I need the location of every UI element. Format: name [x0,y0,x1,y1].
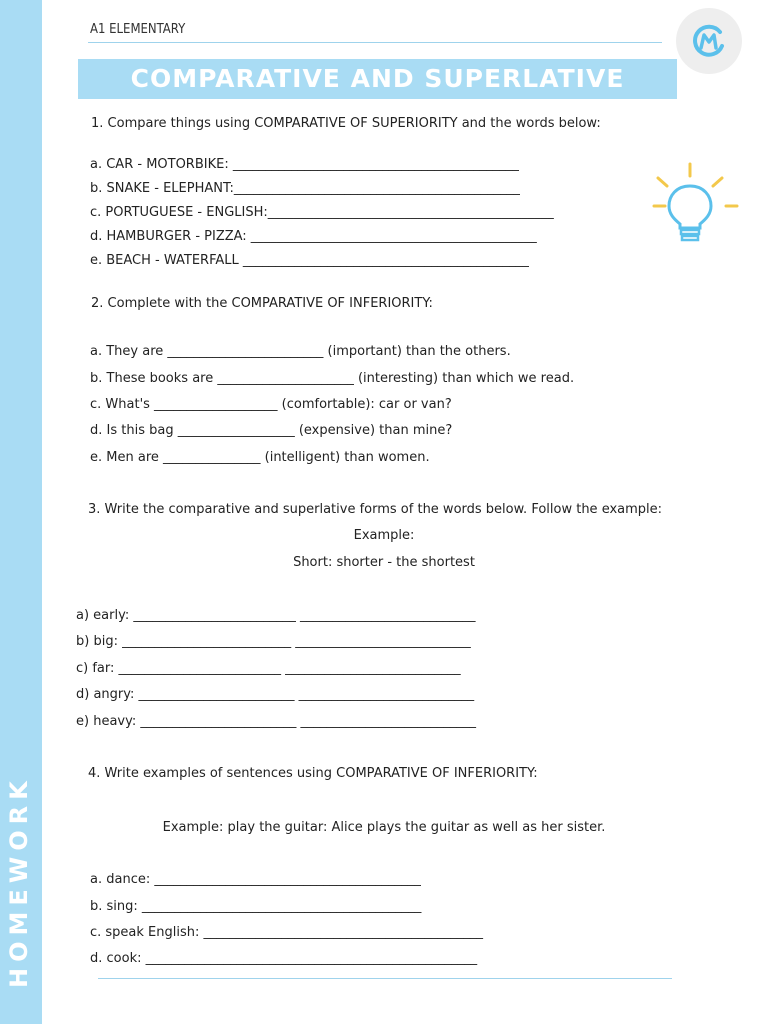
section3-item: c) far: _________________________ ___________________________ [76,661,461,676]
section3-item: a) early: _________________________ ___________________________ [76,608,476,623]
section1-instruction: 1. Compare things using COMPARATIVE OF SUPERIORITY and the words below: [91,116,601,131]
section3-item: b) big: __________________________ ___________________________ [76,634,471,649]
top-divider [88,42,662,43]
section4-item: b. sing: ___________________________________________ [90,899,422,914]
section2-item: b. These books are _____________________ (interesting) than which we read. [90,371,575,386]
section2-item: a. They are ________________________ (important) than the others. [90,344,511,359]
section1-item: b. SNAKE - ELEPHANT:____________________________________________ [90,181,520,196]
bottom-divider [98,978,672,979]
sidebar-label: HOMEWORK [5,775,33,988]
section1-item: d. HAMBURGER - PIZZA: ____________________________________________ [90,229,537,244]
m-logo-icon [692,24,726,58]
section2-item: e. Men are _______________ (intelligent) than women. [90,450,430,465]
section2-item: c. What's ___________________ (comfortable): car or van? [90,397,452,412]
section4-instruction: 4. Write examples of sentences using COMPARATIVE OF INFERIORITY: [88,766,538,781]
section1-item: c. PORTUGUESE - ENGLISH:____________________________________________ [90,205,554,220]
section1-item: e. BEACH - WATERFALL ____________________________________________ [90,253,529,268]
logo [676,8,742,74]
section4-item: a. dance: _________________________________________ [90,872,421,887]
level-label: A1 ELEMENTARY [90,22,186,37]
section2-item: d. Is this bag __________________ (expensive) than mine? [90,423,453,438]
section3-item: d) angry: ________________________ ___________________________ [76,687,475,702]
section1-item: a. CAR - MOTORBIKE: ____________________________________________ [90,157,519,172]
section4-example: Example: play the guitar: Alice plays the guitar as well as her sister. [162,820,606,835]
section2-instruction: 2. Complete with the COMPARATIVE OF INFERIORITY: [91,296,433,311]
section4-item: d. cook: ___________________________________________________ [90,951,478,966]
sidebar [0,0,42,1024]
section3-item: e) heavy: ________________________ ___________________________ [76,714,476,729]
page-title: COMPARATIVE AND SUPERLATIVE [78,59,677,99]
section4-item: c. speak English: ___________________________________________ [90,925,484,940]
section3-instruction: 3. Write the comparative and superlative forms of the words below. Follow the example: [88,502,663,517]
lightbulb-icon [652,162,742,252]
section3-example-label: Example: [353,528,415,543]
section3-example: Short: shorter - the shortest [293,555,475,570]
